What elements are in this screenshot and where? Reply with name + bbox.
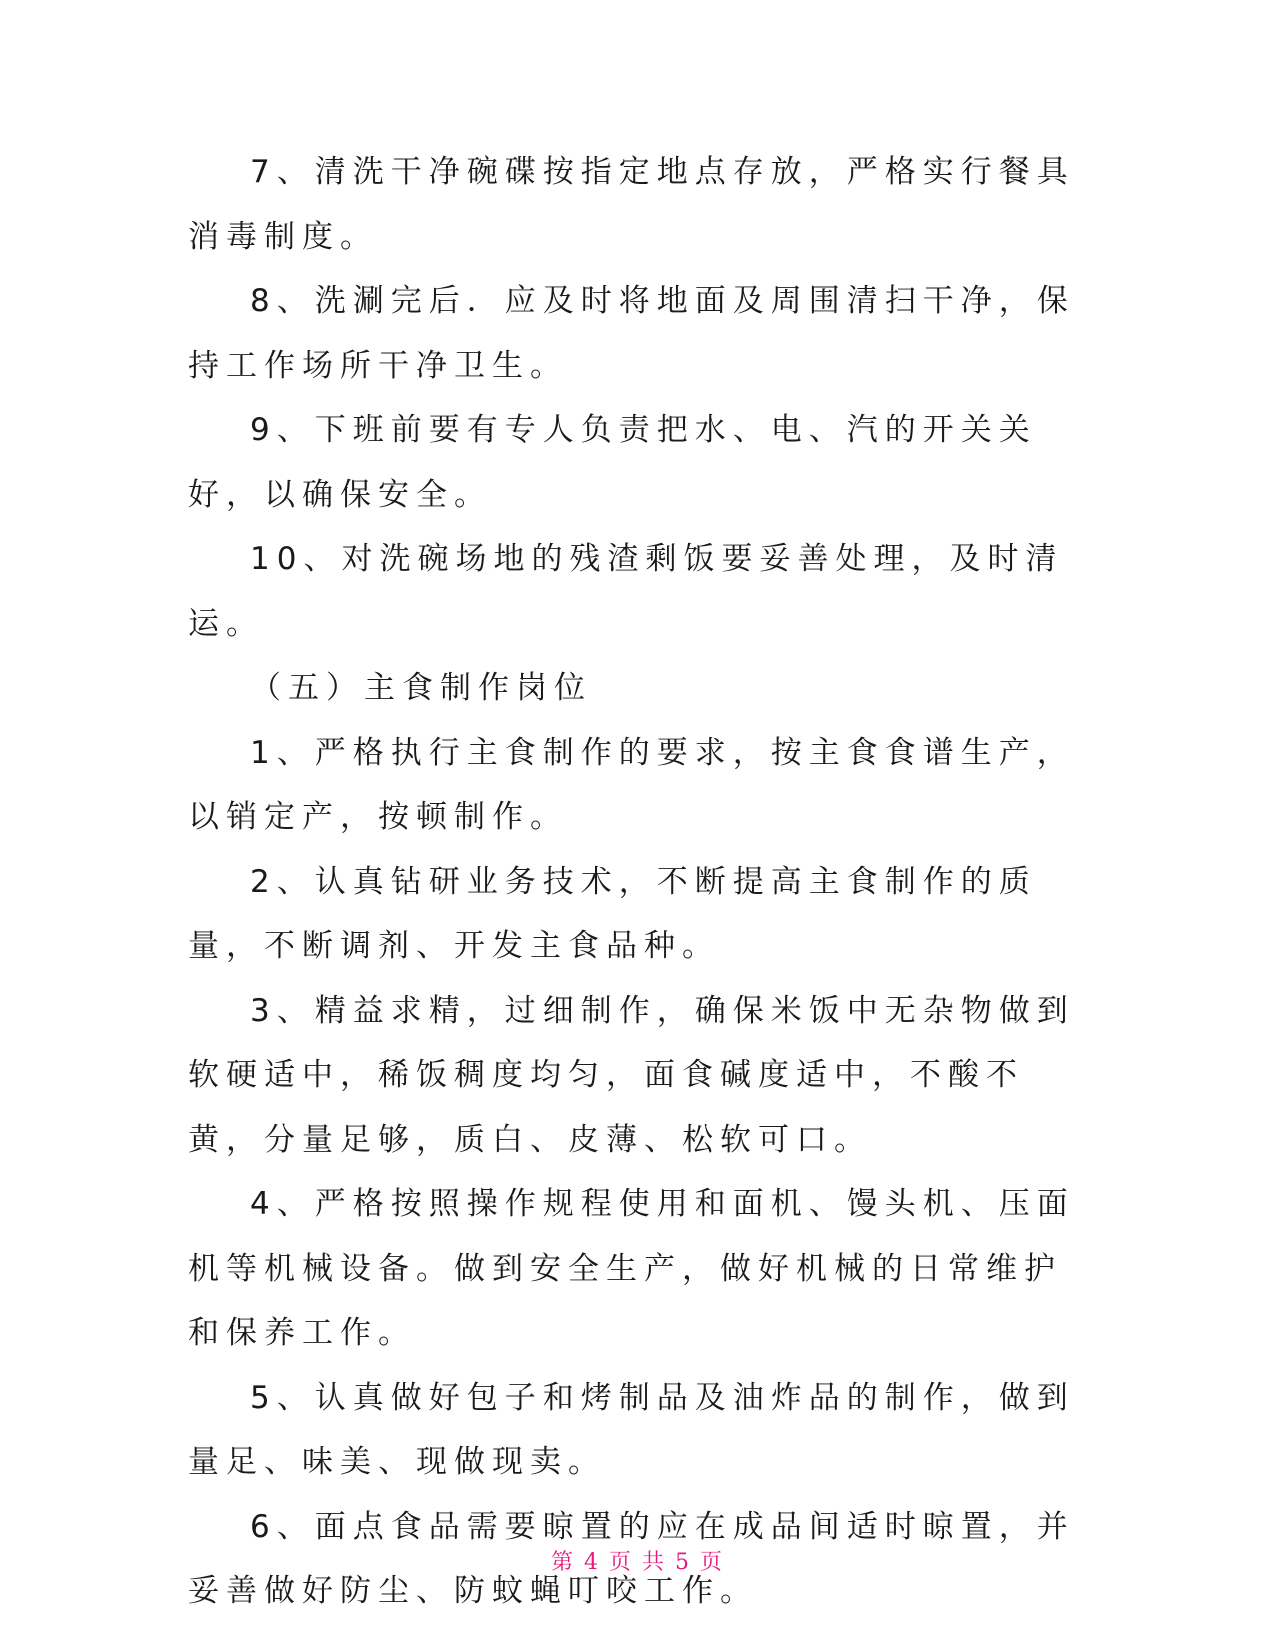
paragraph-item-8: 8、洗涮完后．应及时将地面及周围清扫干净，保持工作场所干净卫生。	[188, 283, 1075, 384]
section-heading-staple-food: （五）主食制作岗位	[250, 670, 592, 706]
paragraph-item-5: 5、认真做好包子和烤制品及油炸品的制作，做到量足、味美、现做现卖。	[188, 1379, 1075, 1480]
paragraph-item-6: 6、面点食品需要晾置的应在成品间适时晾置，并妥善做好防尘、防蚊蝇叮咬工作。	[188, 1508, 1075, 1609]
paragraph-item-7: 7、清洗干净碗碟按指定地点存放，严格实行餐具消毒制度。	[188, 154, 1075, 255]
paragraph-item-10: 10、对洗碗场地的残渣剩饭要妥善处理，及时清运。	[188, 541, 1064, 642]
page-footer: 第 4 页 共 5 页	[551, 1550, 724, 1575]
paragraph-item-1: 1、严格执行主食制作的要求，按主食食谱生产，以销定产，按顿制作。	[188, 734, 1075, 835]
paragraph-item-9: 9、下班前要有专人负责把水、电、汽的开关关好，以确保安全。	[188, 412, 1037, 513]
paragraph-item-3: 3、精益求精，过细制作，确保米饭中无杂物做到软硬适中，稀饭稠度均匀，面食碱度适中，不酸不黄，分量足够，质白、皮薄、松软可口。	[188, 992, 1075, 1158]
paragraph-item-4: 4、严格按照操作规程使用和面机、馒头机、压面机等机械设备。做到安全生产，做好机械的日常维护和保养工作。	[188, 1186, 1075, 1351]
document-body	[188, 140, 1088, 1624]
paragraph-item-2: 2、认真钻研业务技术，不断提高主食制作的质量，不断调剂、开发主食品种。	[188, 863, 1037, 964]
